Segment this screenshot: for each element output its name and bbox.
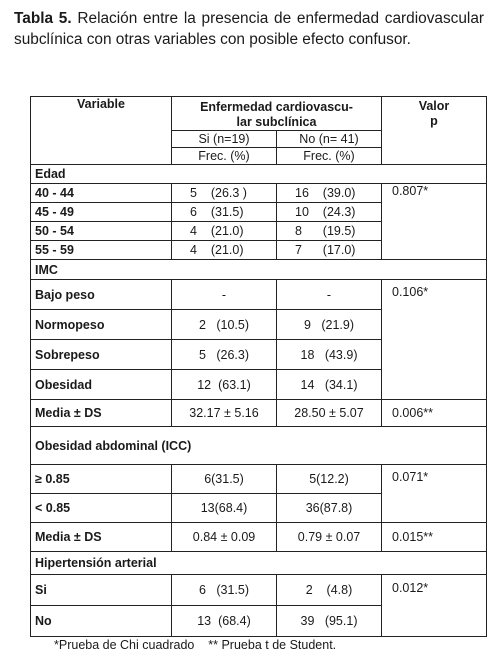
- cell-no: 7 (17.0): [277, 241, 382, 260]
- header-no: No (n= 41): [277, 131, 382, 148]
- header-si: Si (n=19): [172, 131, 277, 148]
- cell-si: 6(31.5): [172, 465, 277, 494]
- section-row: [31, 427, 487, 465]
- table-row: [31, 465, 487, 494]
- section-row: [31, 260, 487, 280]
- cell-no: 0.79 ± 0.07: [277, 523, 382, 552]
- cell-si: 4 (21.0): [172, 222, 277, 241]
- cell-si: 13 (68.4): [172, 606, 277, 637]
- cell-no: 18 (43.9): [277, 340, 382, 370]
- row-label: 45 - 49: [31, 203, 172, 222]
- cell-no: 28.50 ± 5.07: [277, 400, 382, 427]
- row-label: Obesidad: [31, 370, 172, 400]
- cell-no: 9 (21.9): [277, 310, 382, 340]
- cell-si: 13(68.4): [172, 494, 277, 523]
- section-row: [31, 165, 487, 184]
- section-hta: Hipertensión arterial: [31, 552, 487, 575]
- cell-no: 8 (19.5): [277, 222, 382, 241]
- row-label: Media ± DS: [31, 523, 172, 552]
- cell-p: 0.006**: [382, 400, 487, 427]
- cell-si: 32.17 ± 5.16: [172, 400, 277, 427]
- cell-no: -: [277, 280, 382, 310]
- cell-no: 2 (4.8): [277, 575, 382, 606]
- cell-no: 14 (34.1): [277, 370, 382, 400]
- table-row: [31, 523, 487, 552]
- table-row: [31, 400, 487, 427]
- row-label: 40 - 44: [31, 184, 172, 203]
- row-label: 50 - 54: [31, 222, 172, 241]
- cell-si: 6 (31.5): [172, 203, 277, 222]
- table-row: [31, 184, 487, 203]
- section-row: [31, 552, 487, 575]
- row-label: Normopeso: [31, 310, 172, 340]
- cell-no: 36(87.8): [277, 494, 382, 523]
- cell-si: -: [172, 280, 277, 310]
- header-variable: Variable: [31, 97, 172, 165]
- header-frec-no: Frec. (%): [277, 148, 382, 165]
- row-label: 55 - 59: [31, 241, 172, 260]
- cell-p: 0.807*: [382, 184, 487, 260]
- table-row: [31, 280, 487, 310]
- table-footnote: *Prueba de Chi cuadrado ** Prueba t de Student.: [54, 638, 337, 652]
- cell-no: 39 (95.1): [277, 606, 382, 637]
- cell-no: 10 (24.3): [277, 203, 382, 222]
- row-label: No: [31, 606, 172, 637]
- header-valor-p: Valor p: [382, 97, 487, 165]
- section-edad: Edad: [31, 165, 487, 184]
- header-row: [31, 97, 487, 131]
- row-label: ≥ 0.85: [31, 465, 172, 494]
- row-label: Media ± DS: [31, 400, 172, 427]
- cell-si: 12 (63.1): [172, 370, 277, 400]
- caption-text: Relación entre la presencia de enfermedad cardiovascular subclínica con otras variables con posible efecto confusor.: [14, 10, 484, 48]
- cell-si: 5 (26.3): [172, 340, 277, 370]
- row-label: < 0.85: [31, 494, 172, 523]
- cell-si: 0.84 ± 0.09: [172, 523, 277, 552]
- header-group: Enfermedad cardiovascu- lar subclínica: [172, 97, 382, 131]
- cell-p: 0.106*: [382, 280, 487, 400]
- row-label: Sobrepeso: [31, 340, 172, 370]
- cell-si: 5 (26.3 ): [172, 184, 277, 203]
- cell-si: 4 (21.0): [172, 241, 277, 260]
- row-label: Bajo peso: [31, 280, 172, 310]
- caption-label: Tabla 5.: [14, 10, 72, 27]
- cell-si: 2 (10.5): [172, 310, 277, 340]
- results-table: [30, 96, 487, 637]
- table-caption: [14, 8, 484, 50]
- header-frec-si: Frec. (%): [172, 148, 277, 165]
- cell-p: 0.071*: [382, 465, 487, 523]
- table-row: [31, 575, 487, 606]
- cell-p: 0.015**: [382, 523, 487, 552]
- row-label: Si: [31, 575, 172, 606]
- cell-p: 0.012*: [382, 575, 487, 637]
- cell-no: 5(12.2): [277, 465, 382, 494]
- section-imc: IMC: [31, 260, 487, 280]
- cell-no: 16 (39.0): [277, 184, 382, 203]
- section-obesidad: Obesidad abdominal (ICC): [31, 427, 487, 465]
- cell-si: 6 (31.5): [172, 575, 277, 606]
